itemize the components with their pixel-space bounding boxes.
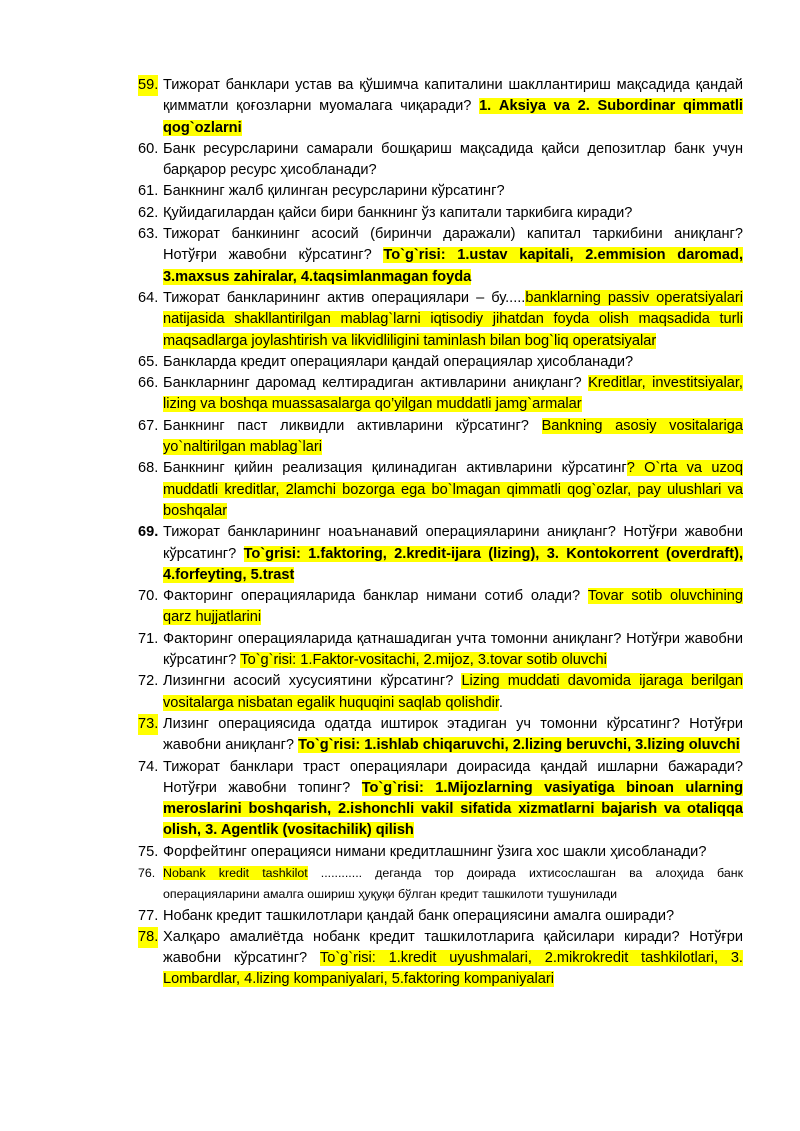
question-item <box>138 416 743 459</box>
question-number: 63. <box>138 226 159 243</box>
question-text: Банк ресурсларини самарали бошқариш мақсадида қайси депозитлар банк учун барқарор ресурс ҳисобланади? <box>163 140 743 179</box>
question-text: Халқаро амалиётда нобанк кредит ташкилотларига қайсилари киради? Нотўғри жавобни кўрсатинг? <box>163 928 743 967</box>
answer-highlight: ? O`rta va uzoq muddatli kreditlar, 2lamchi bozorga ega bo`lmagan qimmatli qog`ozlar, pay ulushlari va boshqalar <box>163 460 743 519</box>
question-text: Нобанк кредит ташкилотлари қандай банк операциясини амалга оширади? <box>163 907 675 924</box>
question-text: Банкнинг қийин реализация қилинадиган активларини кўрсатинг <box>163 460 627 477</box>
question-text: ............ деганда тор доирада ихтисослашган ва алоҳида банк операцияларини амалга ошириш ҳуқуқи бўлган кредит ташкилоти тушунилади <box>163 865 743 902</box>
question-number: 78. <box>138 927 158 948</box>
question-number: 62. <box>138 204 159 221</box>
question-text: Қуйидагилардан қайси бири банкнинг ўз капитали таркибига киради? <box>163 204 633 221</box>
question-number: 73. <box>138 714 158 735</box>
answer-highlight: 1. Aksiya va 2. Subordinar qimmatli qog`ozlarni <box>163 98 743 136</box>
question-number: 66. <box>138 375 159 392</box>
highlighted-term: Nobank kredit tashkilot <box>163 865 308 880</box>
question-item <box>138 75 743 139</box>
trailing-punctuation: . <box>498 694 503 711</box>
question-text: Тижорат банкининг асосий (биринчи даражали) капитал таркибини аниқланг? Нотўғри жавобни кўрсатинг? <box>163 226 743 264</box>
question-text: Банкнинг паст ликвидли активларини кўрсатинг? <box>163 417 542 434</box>
question-text: Банкнинг жалб қилинган ресурсларини кўрсатинг? <box>163 183 505 200</box>
answer-highlight: To`grisi: 1.faktoring, 2.kredit-ijara (lizing), 3. Kontokorrent (overdraft), 4.forfeyting, 5.trast <box>163 545 743 583</box>
question-item <box>138 842 743 863</box>
question-item <box>138 757 743 842</box>
question-item <box>138 906 743 927</box>
question-number: 74. <box>138 758 159 775</box>
question-text: Факторинг операцияларида банклар нимани сотиб олади? <box>163 588 588 605</box>
question-text: Форфейтинг операцияси нимани кредитлашнинг ўзига хос шакли ҳисобланади? <box>163 843 707 860</box>
answer-highlight: To`g`risi: 1.Mijozlarning vasiyatiga binoan ularning meroslarini boshqarish, 2.ishonchli vakil sifatida xizmatlarni bajarish va otaliqqa olish, 3. Agentlik (vositachilik) qilish <box>163 779 743 839</box>
answer-highlight: Bankning asosiy vositalariga yo`naltirilgan mablag`lari <box>163 417 743 456</box>
question-item <box>138 181 743 202</box>
question-item <box>138 458 743 522</box>
question-text: Тижорат банклари устав ва қўшимча капиталини шакллантириш мақсадида қандай қимматли қоғозларни муомалага чиқаради? <box>163 77 743 115</box>
answer-highlight: To`g`risi: 1.ishlab chiqaruvchi, 2.lizing beruvchi, 3.lizing oluvchi <box>298 737 740 754</box>
question-item <box>138 288 743 352</box>
question-text: Банкларнинг даромад келтирадиган активларини аниқланг? <box>163 375 589 392</box>
question-number: 76. <box>138 865 156 880</box>
question-number: 67. <box>138 417 159 434</box>
question-item <box>138 863 743 906</box>
question-item <box>138 352 743 373</box>
answer-highlight: Kreditlar, investitsiyalar, lizing va boshqa muassasalarga qo’yilgan muddatli jamg`armalar <box>163 375 743 413</box>
question-number: 60. <box>138 140 159 157</box>
answer-highlight: Lizing muddati davomida ijaraga berilgan vositalarga nisbatan egalik huquqini saqlab qolishdir <box>163 673 743 711</box>
question-item <box>138 139 743 182</box>
answer-highlight: To`g`risi: 1.kredit uyushmalari, 2.mikrokredit tashkilotlari, 3. Lombardlar, 4.lizing kompaniyalari, 5.faktoring kompaniyalari <box>163 950 743 988</box>
answer-highlight: To`g`risi: 1.ustav kapitali, 2.emmision daromad, 3.maxsus zahiralar, 4.taqsimlanmagan foyda <box>163 247 743 285</box>
answer-highlight: Tovar sotib oluvchining qarz hujjatlarini <box>163 588 743 626</box>
question-item <box>138 714 743 757</box>
question-number: 64. <box>138 289 159 306</box>
question-item <box>138 522 743 586</box>
question-item <box>138 927 743 991</box>
question-text: Факторинг операцияларида қатнашадиган учта томонни аниқланг? Нотўғри жавобни кўрсатинг? <box>163 630 743 669</box>
question-text: Лизинг операциясида одатда иштирок этадиган уч томонни кўрсатинг? Нотўғри жавобни аниқланг? <box>163 715 743 754</box>
question-number: 69. <box>138 524 159 541</box>
question-text: Тижорат банклари траст операциялари доирасида қандай ишларни бажаради? Нотўғри жавобни топинг? <box>163 758 743 796</box>
question-number: 59. <box>138 75 158 96</box>
question-item <box>138 586 743 629</box>
question-text: Банкларда кредит операциялари қандай операциялар ҳисобланади? <box>163 353 634 370</box>
question-item <box>138 224 743 288</box>
question-number: 61. <box>138 183 159 200</box>
question-number: 68. <box>138 460 159 477</box>
question-number: 72. <box>138 673 159 690</box>
question-number: 71. <box>138 630 159 647</box>
answer-highlight: banklarning passiv operatsiyalari natijasida shakllantirilgan mablag`larni iqtisodiy jihatdan foyda olish maqsadida turli maqsadlarga joylashtirish va likvidliligini taminlash bilan bog`liq operatsiyalar <box>163 289 743 349</box>
answer-highlight: To`g`risi: 1.Faktor-vositachi, 2.mijoz, 3.tovar sotib oluvchi <box>240 652 607 669</box>
question-item <box>138 373 743 416</box>
question-number: 65. <box>138 353 159 370</box>
question-text: Тижорат банкларининг ноаънанавий операцияларини аниқланг? Нотўғри жавобни кўрсатинг? <box>163 524 743 562</box>
question-text: Тижорат банкларининг актив операциялари – бу..... <box>163 289 526 306</box>
question-number: 75. <box>138 843 159 860</box>
question-item <box>138 671 743 714</box>
question-item <box>138 629 743 672</box>
question-text: Лизингни асосий хусусиятини кўрсатинг? <box>163 673 462 690</box>
question-list <box>138 75 743 991</box>
question-number: 70. <box>138 588 159 605</box>
question-item <box>138 203 743 224</box>
question-number: 77. <box>138 907 159 924</box>
